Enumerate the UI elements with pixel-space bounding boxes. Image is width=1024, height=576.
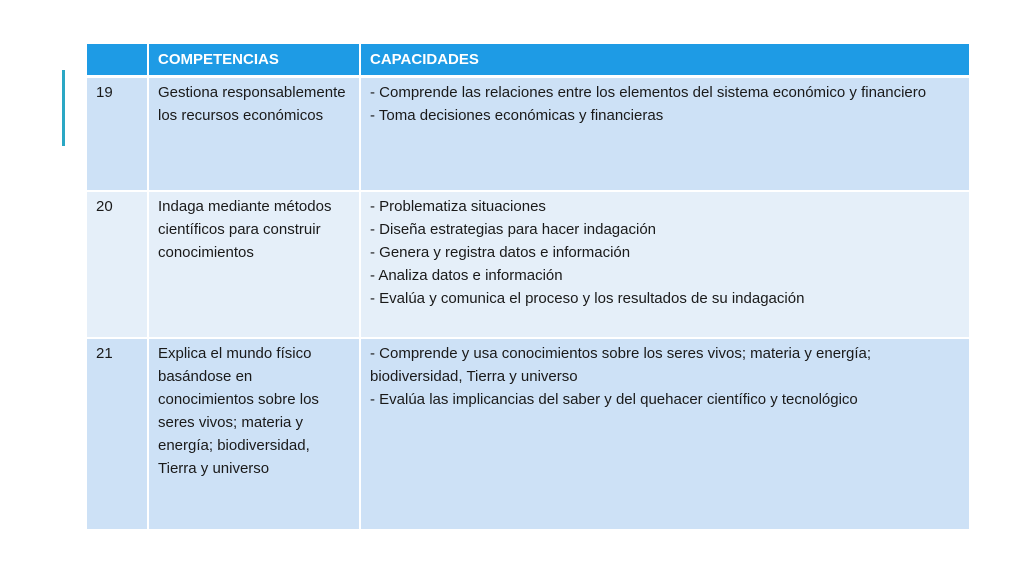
capacidad-item: - Diseña estrategias para hacer indagación: [370, 221, 657, 238]
capacidad-item: - Genera y registra datos e información: [370, 244, 631, 261]
capacidad-item: - Problematiza situaciones: [370, 198, 546, 215]
capacidad-item: - Analiza datos e información: [370, 267, 563, 284]
table-row: [86, 77, 970, 192]
row-number: 19: [86, 77, 148, 192]
competencias-table: [85, 42, 971, 531]
capacidad-item: - Evalúa y comunica el proceso y los resultados de su indagación: [370, 290, 805, 307]
capacidad-item: - Comprende las relaciones entre los elementos del sistema económico y financiero: [370, 84, 927, 101]
row-competencia: Explica el mundo físico basándose en conocimientos sobre los seres vivos; materia y energía; biodiversidad, Tierra y universo: [148, 338, 360, 530]
header-number: [86, 43, 148, 77]
row-capacidades: [360, 338, 970, 530]
table-row: [86, 191, 970, 338]
capacidad-item: - Toma decisiones económicas y financieras: [370, 107, 664, 124]
row-capacidades: [360, 191, 970, 338]
table-header-row: [86, 43, 970, 77]
table-row: [86, 338, 970, 530]
row-number: 20: [86, 191, 148, 338]
row-competencia: Gestiona responsablemente los recursos económicos: [148, 77, 360, 192]
row-number: 21: [86, 338, 148, 530]
accent-bar: [62, 70, 65, 146]
row-competencia: Indaga mediante métodos científicos para construir conocimientos: [148, 191, 360, 338]
capacidad-item: - Evalúa las implicancias del saber y del quehacer científico y tecnológico: [370, 391, 858, 408]
row-capacidades: [360, 77, 970, 192]
header-competencias: COMPETENCIAS: [148, 43, 360, 77]
capacidad-item: - Comprende y usa conocimientos sobre los seres vivos; materia y energía; biodiversidad, Tierra y universo: [370, 345, 872, 385]
header-capacidades: CAPACIDADES: [360, 43, 970, 77]
